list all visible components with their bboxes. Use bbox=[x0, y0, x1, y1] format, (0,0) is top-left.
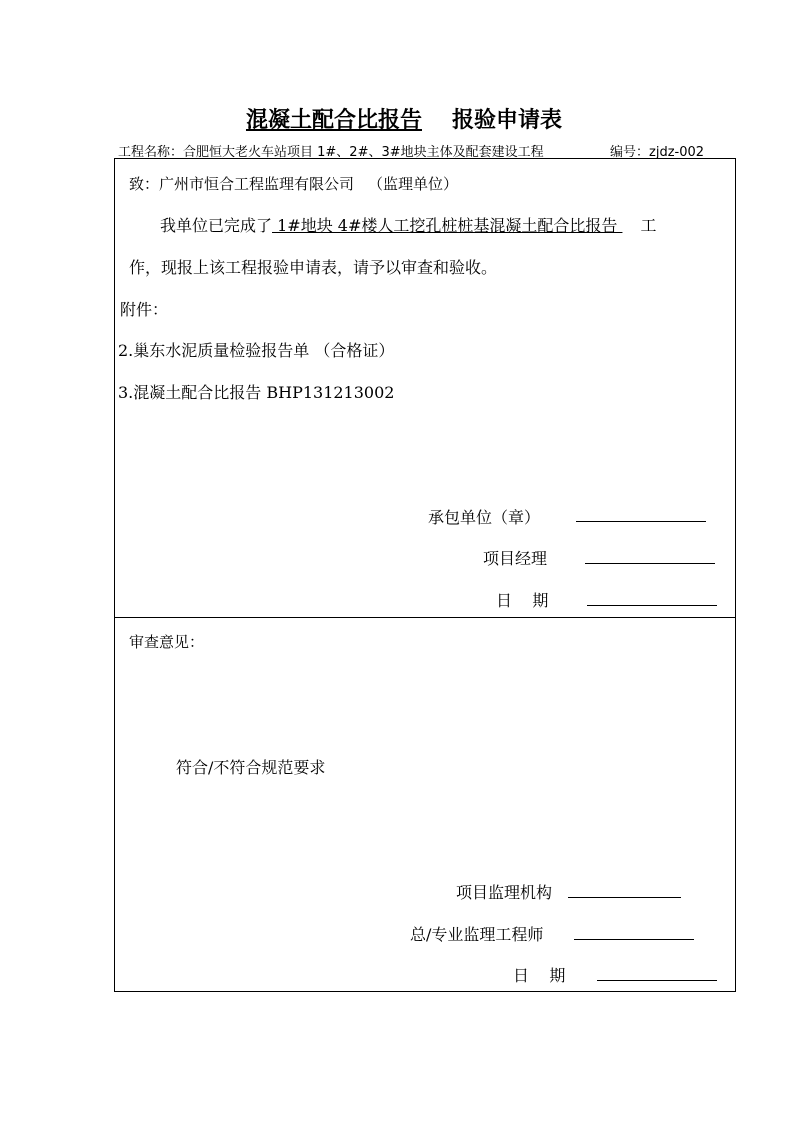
project-manager-label: 项目经理 bbox=[483, 549, 548, 568]
review-conclusion: 符合/不符合规范要求 bbox=[176, 758, 326, 777]
attachment-item: 2.巢东水泥质量检验报告单 （合格证） bbox=[118, 341, 395, 360]
date-line-1 bbox=[587, 605, 717, 606]
project-manager-signature-line bbox=[585, 563, 715, 564]
page-title bbox=[0, 103, 794, 134]
contractor-signature-line bbox=[576, 521, 706, 522]
review-opinion-label: 审查意见： bbox=[129, 633, 205, 651]
to-label: 致： bbox=[129, 175, 160, 193]
section-divider bbox=[114, 617, 736, 618]
supervising-engineer-line bbox=[574, 939, 694, 940]
contractor-seal-label: 承包单位（章） bbox=[428, 508, 541, 527]
form-table bbox=[114, 158, 736, 992]
project-name: 合肥恒大老火车站项目 1#、2#、3#地块主体及配套建设工程 bbox=[183, 145, 544, 160]
body-line-2: 作，现报上该工程报验申请表，请予以审查和验收。 bbox=[129, 258, 498, 277]
body-prefix: 我单位已完成了 bbox=[160, 216, 273, 235]
date-label-1: 日 期 bbox=[496, 591, 549, 610]
project-label: 工程名称： bbox=[118, 145, 184, 160]
body-suffix: 工 bbox=[640, 216, 657, 235]
addressee-row bbox=[129, 173, 458, 194]
title-suffix: 报验申请表 bbox=[452, 108, 563, 133]
supervision-agency-line bbox=[568, 897, 681, 898]
date-line-2 bbox=[597, 980, 717, 981]
body-work: 1#地块 4#楼人工挖孔桩桩基混凝土配合比报告 bbox=[272, 216, 623, 235]
to-org: 广州市恒合工程监理有限公司 bbox=[159, 175, 355, 193]
to-role: （监理单位） bbox=[368, 175, 459, 193]
attachments-label: 附件： bbox=[120, 300, 169, 319]
code-label: 编号： bbox=[610, 145, 650, 160]
attachment-item: 3.混凝土配合比报告 BHP131213002 bbox=[118, 383, 395, 402]
date-label-2: 日 期 bbox=[513, 966, 566, 985]
code-value: zjdz-002 bbox=[649, 145, 705, 160]
body-line-1 bbox=[160, 213, 656, 236]
title-main: 混凝土配合比报告 bbox=[245, 108, 422, 133]
supervising-engineer-label: 总/专业监理工程师 bbox=[410, 925, 544, 944]
supervision-agency-label: 项目监理机构 bbox=[456, 883, 553, 902]
